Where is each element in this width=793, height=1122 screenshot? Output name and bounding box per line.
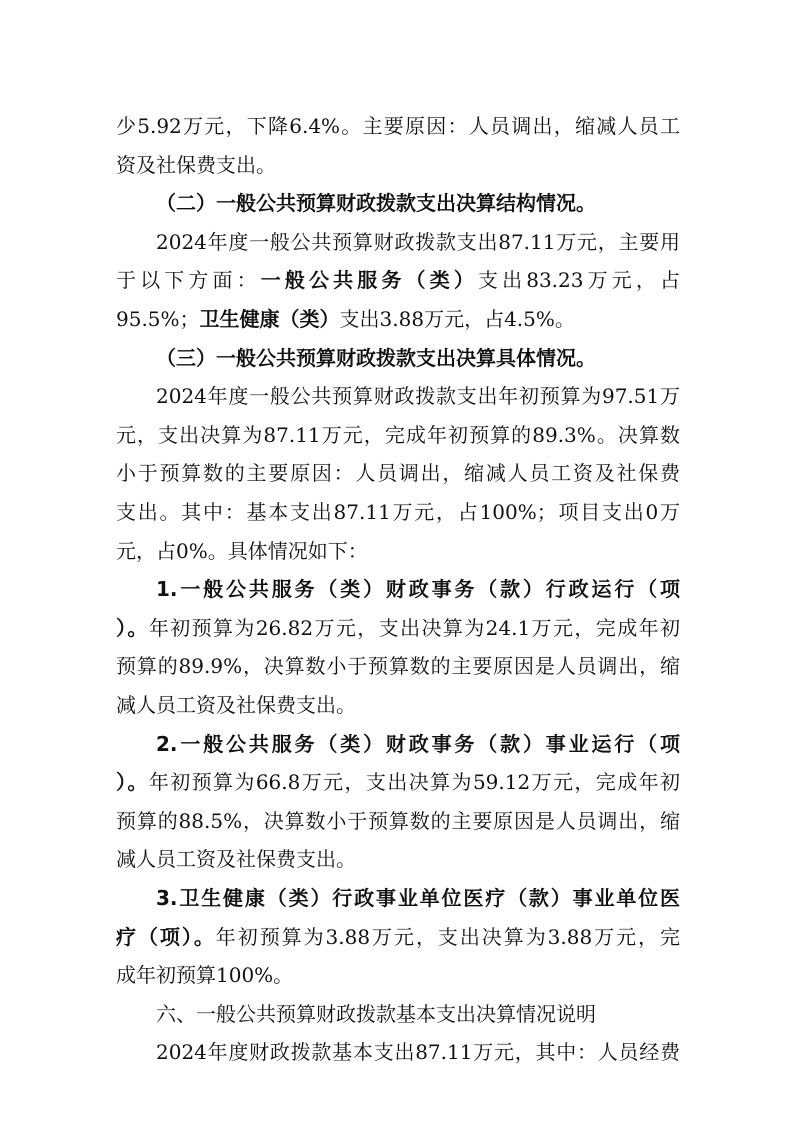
document-line	[116, 609, 680, 647]
bold-text: （二）一般公共预算财政拨款支出决算结构情况。	[156, 191, 596, 216]
document-line	[156, 339, 680, 377]
line-text: 支出3.88万元，占4.5%。	[339, 307, 575, 331]
document-line	[156, 995, 680, 1033]
document-line	[116, 261, 680, 299]
document-line	[116, 686, 680, 724]
line-text: 2024年度一般公共预算财政拨款支出年初预算为97.51万	[156, 384, 680, 409]
line-text: 年初预算为26.82万元，支出决算为24.1万元，完成年初	[148, 615, 680, 640]
document-line	[156, 570, 680, 608]
line-text: 于以下方面：	[116, 268, 261, 293]
document-line	[116, 647, 680, 685]
document-line	[156, 377, 680, 415]
document-line	[116, 416, 680, 454]
bold-text: 1.一般公共服务（类）财政事务（款）行政运行（项	[156, 577, 680, 602]
document-line	[116, 532, 680, 570]
line-text: 减人员工资及社保费支出。	[116, 847, 356, 872]
document-line	[116, 840, 680, 878]
document-line	[116, 300, 680, 338]
line-text: 少5.92万元，下降6.4%。主要原因：人员调出，缩减人员工	[116, 114, 680, 138]
line-text: 年初预算为66.8万元，支出决算为59.12万元，完成年初	[148, 770, 680, 795]
document-line	[116, 918, 680, 956]
document-line	[116, 956, 680, 994]
line-text: 减人员工资及社保费支出。	[116, 693, 356, 717]
document-line	[116, 107, 680, 145]
bold-text: 一般公共服务（类）	[260, 268, 478, 293]
document-line	[116, 146, 680, 184]
document-line	[156, 1033, 680, 1071]
line-text: 六、一般公共预算财政拨款基本支出决算情况说明	[156, 1001, 596, 1026]
line-text: 元，支出决算为87.11万元，完成年初预算的89.3%。决算数	[116, 422, 680, 447]
line-text: 资及社保费支出。	[116, 152, 276, 177]
bold-text: 卫生健康（类）	[199, 307, 340, 331]
document-line	[156, 879, 680, 917]
document-line	[116, 763, 680, 801]
line-text: 成年初预算100%。	[116, 963, 294, 988]
line-text: 支出。其中：基本支出87.11万元，占100%；项目支出0万	[116, 500, 680, 524]
document-line	[156, 223, 680, 261]
line-text: 2024年度一般公共预算财政拨款支出87.11万元，主要用	[156, 229, 680, 254]
line-text: 元，占0%。具体情况如下：	[116, 538, 368, 563]
document-line	[156, 725, 680, 763]
bold-text: （三）一般公共预算财政拨款支出决算具体情况。	[156, 345, 596, 370]
document-line	[116, 454, 680, 492]
line-text: 预算的89.9%，决算数小于预算数的主要原因是人员调出，缩	[116, 654, 680, 679]
bold-text: ）。	[116, 615, 149, 640]
bold-text: 3.卫生健康（类）行政事业单位医疗（款）事业单位医	[156, 886, 680, 910]
line-text: 预算的88.5%，决算数小于预算数的主要原因是人员调出，缩	[116, 808, 680, 833]
line-text: 2024年度财政拨款基本支出87.11万元，其中：人员经费	[156, 1040, 680, 1065]
line-text: 小于预算数的主要原因：人员调出，缩减人员工资及社保费	[116, 461, 680, 486]
line-text: 95.5%；	[116, 307, 200, 331]
document-line	[116, 493, 680, 531]
bold-text: ）。	[116, 770, 149, 795]
line-text: 年初预算为3.88万元，支出决算为3.88万元，完	[215, 924, 680, 949]
bold-text: 疗（项）。	[116, 924, 216, 949]
document-line	[156, 184, 680, 222]
document-line	[116, 802, 680, 840]
line-text: 支出83.23万元，占	[477, 268, 680, 293]
bold-text: 2.一般公共服务（类）财政事务（款）事业运行（项	[156, 731, 680, 756]
